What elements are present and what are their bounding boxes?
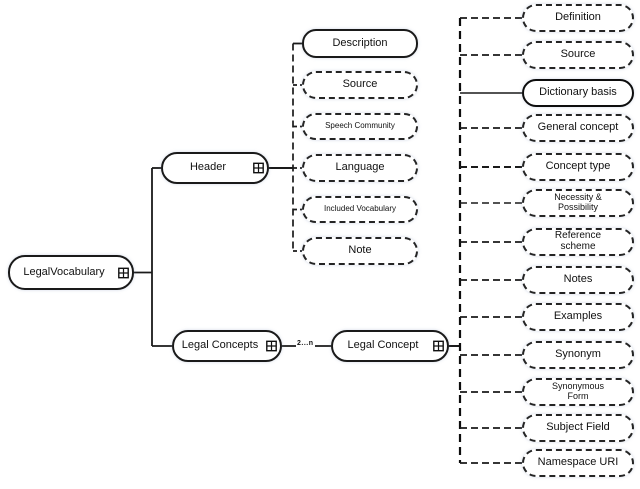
node-synonymous-form (522, 378, 634, 406)
node-concept-source (522, 41, 634, 69)
node-label: Notes (563, 273, 593, 286)
node-label: Namespace URI (537, 456, 619, 469)
node-label: Reference scheme (554, 230, 602, 252)
node-note (302, 237, 418, 265)
node-language (302, 154, 418, 182)
expand-icon[interactable] (266, 341, 277, 352)
node-label: Language (335, 161, 385, 174)
node-label: Dictionary basis (539, 86, 617, 99)
node-label: Note (348, 244, 372, 257)
node-general-concept (522, 114, 634, 142)
node-necessity-possibility (522, 189, 634, 217)
node-description (302, 29, 418, 58)
node-concept-type (522, 153, 634, 181)
node-speech-community (302, 113, 418, 140)
node-synonym (522, 341, 634, 369)
node-examples (522, 303, 634, 331)
node-reference-scheme (522, 228, 634, 256)
node-label: Concept type (545, 160, 611, 173)
node-label: Subject Field (546, 421, 610, 434)
node-subject-field (522, 414, 634, 442)
node-label: LegalVocabulary (23, 265, 105, 278)
node-legal-concepts (172, 330, 282, 362)
node-source (302, 71, 418, 99)
node-label: Included Vocabulary (323, 204, 397, 214)
node-label: Speech Community (325, 121, 395, 131)
node-legal-vocabulary (8, 255, 134, 290)
multiplicity-label: 2...n (297, 340, 314, 347)
node-legal-concept (331, 330, 449, 362)
node-label: Source (342, 78, 378, 91)
node-label: Synonymous Form (551, 381, 605, 401)
node-namespace-uri (522, 449, 634, 477)
node-label: Header (189, 161, 227, 174)
node-dictionary-basis (522, 79, 634, 107)
expand-icon[interactable] (253, 163, 264, 174)
node-included-vocabulary (302, 196, 418, 223)
node-label: Source (560, 48, 596, 61)
node-definition (522, 4, 634, 32)
node-label: Legal Concepts (181, 339, 259, 352)
node-label: General concept (537, 121, 619, 134)
node-label: Synonym (555, 348, 601, 361)
node-notes (522, 266, 634, 294)
node-label: Legal Concept (347, 339, 419, 352)
node-header (161, 152, 269, 184)
node-label: Definition (555, 11, 601, 24)
node-label: Necessity & Possibility (554, 192, 602, 212)
expand-icon[interactable] (118, 267, 129, 278)
node-label: Examples (553, 310, 603, 323)
expand-icon[interactable] (433, 341, 444, 352)
node-label: Description (332, 36, 388, 49)
